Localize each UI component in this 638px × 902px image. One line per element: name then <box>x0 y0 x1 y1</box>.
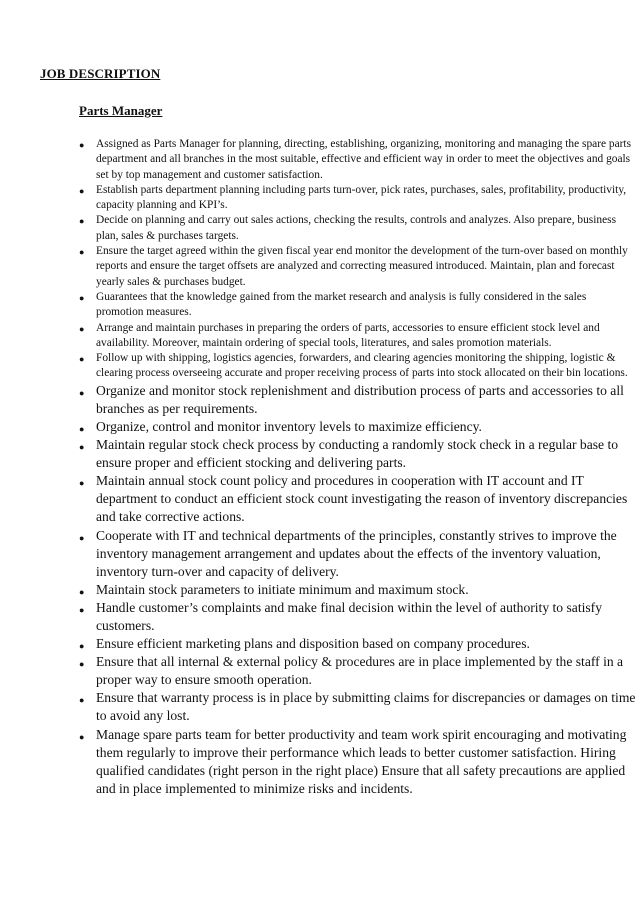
list-item-text: Handle customer’s complaints and make final decision within the level of authority to satisfy customers. <box>96 599 602 633</box>
bullet-icon: ● <box>79 532 85 543</box>
list-item <box>79 472 636 526</box>
list-item-text: Follow up with shipping, logistics agencies, forwarders, and clearing agencies monitoring the shipping, logistic & clearing process overseeing accurate and proper receiving process of parts into stock allocated on their bin locations. <box>96 352 628 380</box>
bullet-icon: ● <box>79 216 85 227</box>
list-item <box>79 726 636 798</box>
list-item <box>79 527 636 581</box>
list-item-text: Ensure that warranty process is in place by submitting claims for discrepancies or damages on time to avoid any lost. <box>96 690 636 724</box>
list-item <box>79 599 636 635</box>
list-item-text: Guarantees that the knowledge gained from the market research and analysis is fully considered in the sales promotion measures. <box>96 290 587 319</box>
list-item-text: Cooperate with IT and technical departments of the principles, constantly strives to improve the inventory management arrangement and updates about the effects of the inventory valuation, inventory turn-over and capacity of delivery. <box>96 527 617 579</box>
list-item <box>79 436 636 472</box>
bullet-icon: ● <box>79 695 85 706</box>
responsibilities-list <box>79 137 636 798</box>
list-item-text: Maintain regular stock check process by conducting a randomly stock check in a regular base to ensure proper and efficient stocking and delivering parts. <box>96 437 619 471</box>
bullet-icon: ● <box>79 442 85 453</box>
job-title: Parts Manager <box>79 103 163 118</box>
list-item <box>79 689 636 725</box>
list-item <box>79 635 636 653</box>
list-item-text: Organize and monitor stock replenishment and distribution process of parts and accessories to all branches as per requirements. <box>96 382 624 416</box>
list-item-text: Establish parts department planning including parts turn-over, pick rates, purchases, sales, profitability, productivity, capacity planning and KPI’s. <box>96 183 627 212</box>
list-item-text: Ensure the target agreed within the given fiscal year end monitor the development of the turn-over based on monthly reports and ensure the target offsets are analyzed and correcting measured introduced. Maintain, plan and forecast yearly sales & purchases budget. <box>96 245 628 288</box>
list-item-text: Organize, control and monitor inventory levels to maximize efficiency. <box>96 418 482 434</box>
bullet-icon: ● <box>79 641 85 652</box>
bullet-icon: ● <box>79 292 85 303</box>
list-item <box>79 321 636 352</box>
list-item <box>79 213 636 244</box>
bullet-icon: ● <box>79 387 85 398</box>
list-item <box>79 183 636 214</box>
bullet-icon: ● <box>79 586 85 597</box>
bullet-icon: ● <box>79 731 85 742</box>
list-item-text: Manage spare parts team for better productivity and team work spirit encouraging and motivating them regularly to improve their performance which leads to better customer satisfaction. Hiring qualified candidates (right person in the right place) Ensure that all safety precautions are applied and in place implemented to minimize risks and incidents. <box>96 726 627 796</box>
document-heading: JOB DESCRIPTION <box>40 66 161 81</box>
list-item <box>79 653 636 689</box>
bullet-icon: ● <box>79 185 85 196</box>
bullet-icon: ● <box>79 354 85 365</box>
list-item <box>79 290 636 321</box>
bullet-icon: ● <box>79 659 85 670</box>
list-item <box>79 137 636 183</box>
list-item-text: Maintain annual stock count policy and procedures in cooperation with IT account and IT department to conduct an efficient stock count investigating the reason of inventory discrepancies and take corrective actions. <box>96 473 628 525</box>
list-item-text: Arrange and maintain purchases in preparing the orders of parts, accessories to ensure efficient stock level and availability. Moreover, maintain ordering of special tools, literatures, and sales promotion materials. <box>96 321 600 349</box>
list-item-text: Maintain stock parameters to initiate minimum and maximum stock. <box>96 581 469 597</box>
list-item <box>79 581 636 599</box>
list-item <box>79 418 636 436</box>
list-item-text: Ensure efficient marketing plans and disposition based on company procedures. <box>96 636 530 652</box>
list-item-text: Ensure that all internal & external policy & procedures are in place implemented by the staff in a proper way to ensure smooth operation. <box>96 654 624 688</box>
list-item <box>79 244 636 290</box>
bullet-icon: ● <box>79 478 85 489</box>
list-item <box>79 351 636 382</box>
bullet-icon: ● <box>79 247 85 258</box>
bullet-icon: ● <box>79 323 85 334</box>
bullet-icon: ● <box>79 423 85 434</box>
list-item-text: Decide on planning and carry out sales actions, checking the results, controls and analyzes. Also prepare, business plan, sales & purchases targets. <box>96 214 617 242</box>
list-item-text: Assigned as Parts Manager for planning, directing, establishing, organizing, monitoring and managing the spare parts department and all branches in the most suitable, effective and efficient way in order to meet the objectives and goals set by top management and customer satisfaction. <box>96 138 632 181</box>
bullet-icon: ● <box>79 140 85 150</box>
bullet-icon: ● <box>79 604 85 615</box>
list-item <box>79 382 636 418</box>
